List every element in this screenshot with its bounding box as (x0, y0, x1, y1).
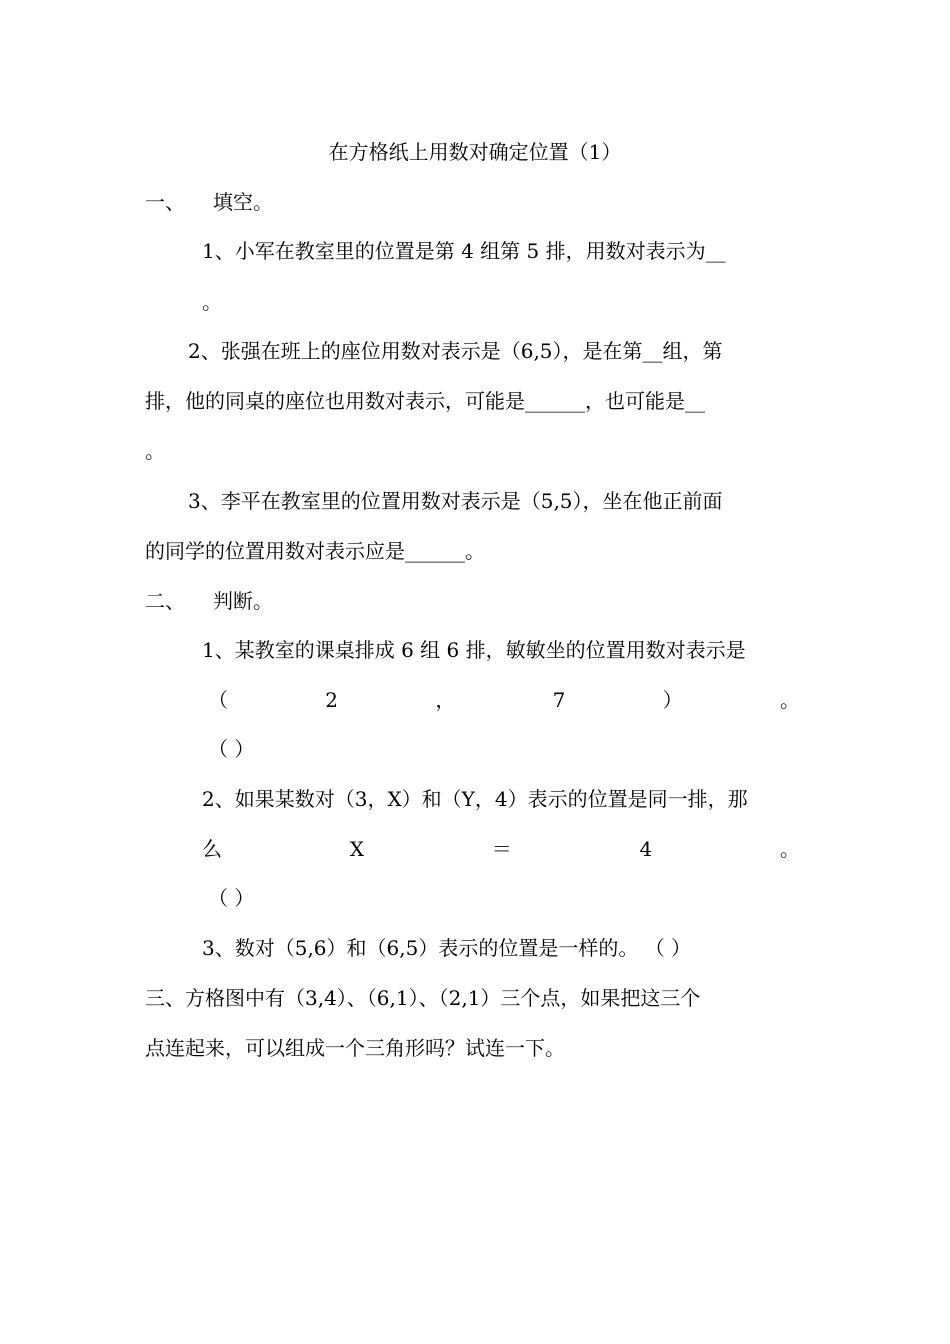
s1-q3-line1: 3、李平在教室里的位置用数对表示是（5,5），坐在他正前面 (188, 489, 723, 513)
s2-q2-line2 (202, 836, 800, 862)
s2-q1-paren-close: ） (662, 688, 683, 712)
section2-title: 判断。 (213, 589, 273, 613)
s1-q2-line2: 排，他的同桌的座位也用数对表示，可能是______，也可能是__ (145, 389, 705, 413)
s3-line1: 三、方格图中有（3,4）、（6,1）、（2,1）三个点，如果把这三个 (145, 986, 701, 1010)
s2-q2-equals: ＝ (491, 837, 512, 861)
s2-q1-answer-blank: （ ） (208, 737, 255, 761)
s2-q1-line2 (208, 687, 800, 713)
s2-q1-value-2: 2 (325, 688, 339, 712)
section1-number: 一、 (145, 190, 185, 214)
section2-number: 二、 (145, 589, 185, 613)
s2-q2-four: 4 (639, 837, 653, 861)
s1-q1-line2: 。 (202, 290, 222, 314)
s1-q1-line1: 1、小军在教室里的位置是第 4 组第 5 排，用数对表示为__ (202, 239, 726, 263)
section1-heading (145, 189, 273, 215)
s2-q2-x: X (349, 837, 364, 861)
s2-q2-answer-blank: （ ） (208, 886, 255, 910)
s3-line2: 点连起来，可以组成一个三角形吗？试连一下。 (145, 1036, 565, 1060)
section1-title: 填空。 (213, 190, 273, 214)
page-title: 在方格纸上用数对确定位置（1） (328, 140, 622, 164)
s2-q1-value-7: 7 (552, 688, 566, 712)
s2-q2-period: 。 (779, 837, 800, 861)
s2-q1-period: 。 (779, 688, 800, 712)
s1-q3-line2: 的同学的位置用数对表示应是______。 (145, 539, 485, 563)
s1-q2-line1: 2、张强在班上的座位用数对表示是（6,5），是在第__组，第 (188, 339, 723, 363)
s2-q2-word-me: 么 (202, 837, 222, 861)
s1-q2-line3: 。 (145, 439, 165, 463)
section2-heading (145, 588, 273, 614)
s2-q3-line1: 3、数对（5,6）和（6,5）表示的位置是一样的。 （ ） (202, 936, 692, 960)
s2-q2-line1: 2、如果某数对（3，X）和（Y，4）表示的位置是同一排，那 (202, 787, 748, 811)
s2-q1-paren-open: （ (208, 688, 228, 712)
s2-q1-line1: 1、某教室的课桌排成 6 组 6 排，敏敏坐的位置用数对表示是 (202, 638, 746, 662)
s2-q1-comma: ， (435, 688, 456, 712)
